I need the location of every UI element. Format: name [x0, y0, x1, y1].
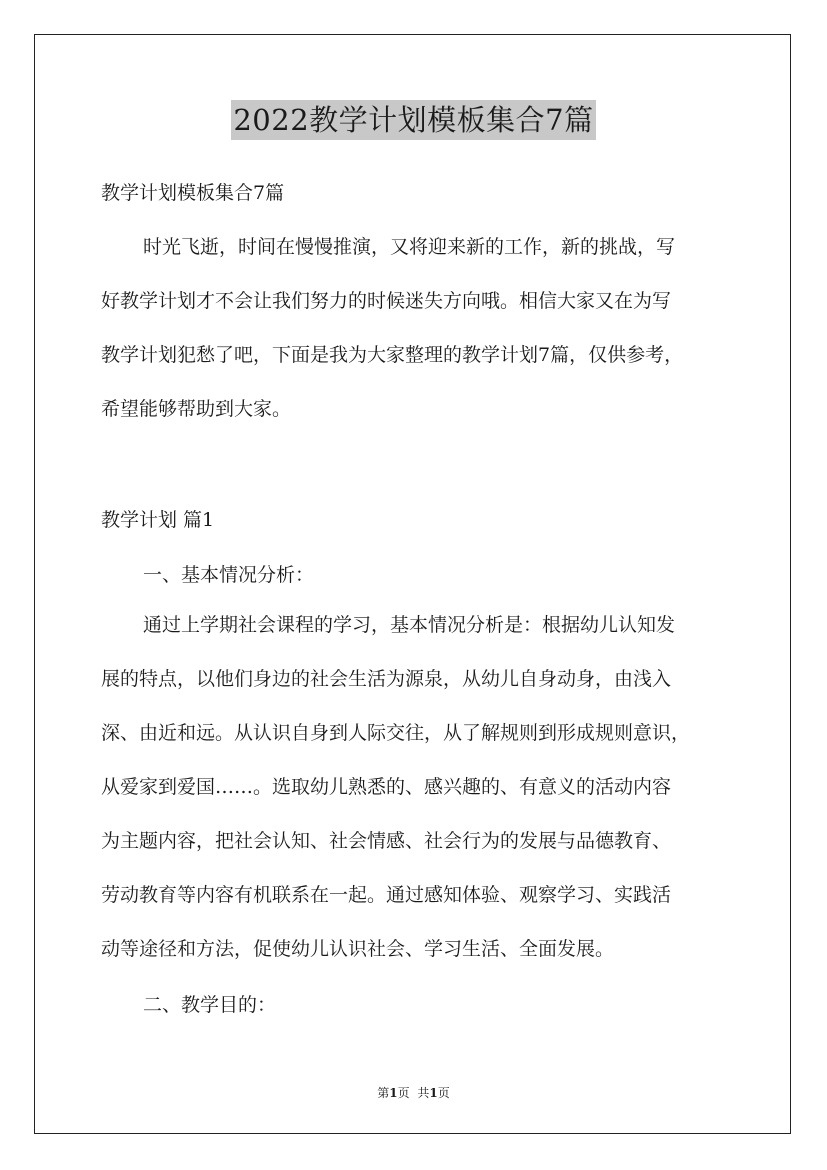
footer-page-number: 1 [389, 1086, 398, 1100]
body-line: 为主题内容，把社会认知、社会情感、社会行为的发展与品德教育、 [101, 830, 672, 852]
body-line: 展的特点，以他们身边的社会生活为源泉，从幼儿自身动身，由浅入 [101, 668, 672, 690]
document-subtitle: 教学计划模板集合7篇 [101, 182, 285, 204]
body-line: 深、由近和远。从认识自身到人际交往，从了解规则到形成规则意识， [101, 722, 691, 744]
section-title: 教学计划 篇1 [101, 509, 215, 531]
page-footer [0, 1084, 827, 1102]
footer-page-suffix: 页 [397, 1086, 410, 1100]
intro-paragraph [101, 220, 741, 436]
intro-line: 时光飞逝，时间在慢慢推演，又将迎来新的工作，新的挑战，写 [143, 236, 676, 258]
footer-total-prefix: 共 [417, 1086, 430, 1100]
footer-page-prefix: 第 [377, 1086, 390, 1100]
intro-line: 好教学计划才不会让我们努力的时候迷失方向哦。相信大家又在为写 [101, 290, 672, 312]
intro-line: 希望能够帮助到大家。 [101, 398, 292, 420]
heading-teaching-goals: 二、教学目的： [143, 994, 277, 1016]
body-paragraph [101, 598, 741, 976]
body-line: 通过上学期社会课程的学习，基本情况分析是：根据幼儿认知发 [143, 614, 676, 636]
footer-total-suffix: 页 [437, 1086, 450, 1100]
body-line: 劳动教育等内容有机联系在一起。通过感知体验、观察学习、实践活 [101, 884, 672, 906]
body-line: 动等途径和方法，促使幼儿认识社会、学习生活、全面发展。 [101, 938, 615, 960]
heading-basic-analysis: 一、基本情况分析： [143, 564, 315, 586]
title-container [0, 100, 827, 140]
intro-line: 教学计划犯愁了吧，下面是我为大家整理的教学计划7篇，仅供参考， [101, 344, 684, 366]
document-title: 2022教学计划模板集合7篇 [231, 100, 595, 140]
body-line: 从爱家到爱国……。选取幼儿熟悉的、感兴趣的、有意义的活动内容 [101, 776, 672, 798]
footer-total-number: 1 [429, 1086, 438, 1100]
